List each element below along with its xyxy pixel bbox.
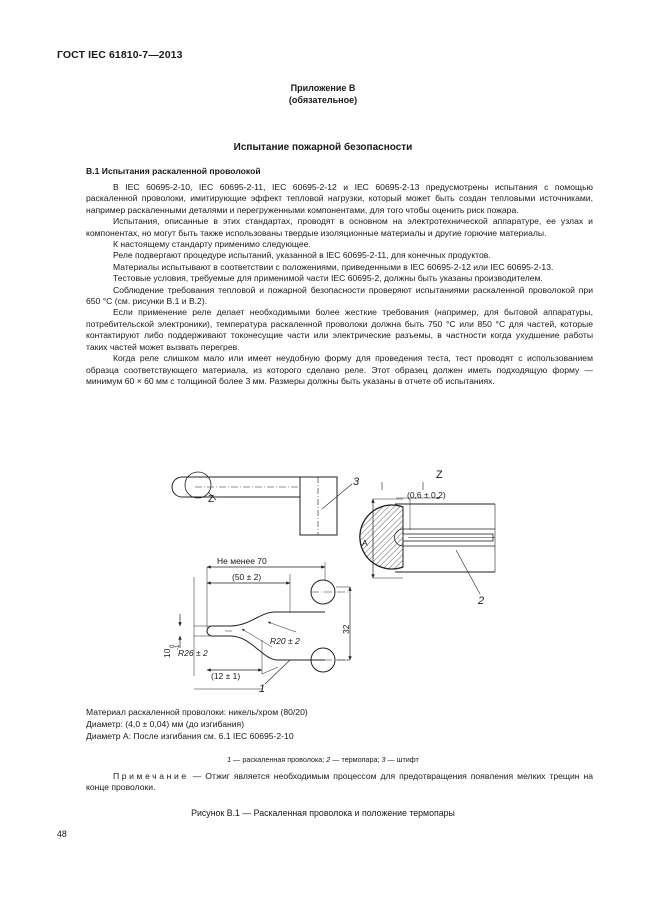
label-radius-26: R26 ± 2: [178, 648, 208, 658]
glow-wire-drawing: [150, 462, 530, 702]
leader-1: [265, 660, 290, 684]
legend-num-2: 2: [326, 755, 331, 764]
subsection-title: B.1 Испытания раскаленной проволокой: [86, 166, 261, 176]
label-min-length: Не менее 70: [217, 556, 267, 566]
paragraph: Материалы испытывают в соответствии с положениями, приведенными в IEC 60695-2-12 или IEC 60695-2-13.: [113, 261, 554, 272]
label-height-32: 32: [341, 624, 351, 634]
wire-tip: [172, 477, 182, 497]
label-length-12: (12 ± 1): [211, 671, 241, 681]
paragraph: Реле подвергают процедуре испытаний, указанной в IEC 60695-2-11, для конечных продуктов.: [113, 250, 491, 261]
label-radius-20: R20 ± 2: [270, 636, 300, 646]
label-dim-a: A: [362, 538, 368, 548]
legend-text-3: — штифт: [385, 755, 419, 764]
paragraph: Испытания, описанные в этих стандартах, проводят в основном на электротехнической аппаратуре, ее узлах и компонентах, но могут быть также использованы твердые изоляционные материалы и другие горючие материалы.: [86, 216, 593, 238]
legend-num-1: 1: [227, 755, 232, 764]
callout-3: 3: [353, 476, 360, 488]
standard-header: ГОСТ IEC 61810-7—2013: [57, 49, 183, 61]
diameter-a-line: Диаметр А: После изгибания см. 6.1 IEC 60695-2-10: [86, 731, 294, 741]
body-text: [86, 182, 593, 387]
paragraph: Если применение реле делает необходимыми более жесткие требования (например, для бытовой аппаратуры, потребительской электроники), температура раскаленной проволоки должна быть 750 °С или 850 °С для частей, которые контактируют либо поддерживают токонесущие части или электрические разъемы, в частности когда ухудшение работы таких частей может вызвать перегрев.: [86, 307, 593, 352]
section-title: Испытание пожарной безопасности: [233, 142, 413, 153]
annex-status: (обязательное): [288, 95, 358, 105]
label-length-50: (50 ± 2): [232, 572, 262, 582]
bent-wire-lower: [212, 636, 325, 660]
annex-title: Приложение В: [290, 83, 356, 93]
callout-1: 1: [259, 683, 266, 695]
paragraph: Соблюдение требования тепловой и пожарной безопасности проверяют испытаниями раскаленной проволокой при 650 °С (см. рисунки В.1 и В.2).: [86, 284, 593, 307]
detail-wire-section: [360, 505, 403, 569]
callout-2: 2: [478, 595, 485, 607]
label-z-detail: Z: [436, 469, 443, 481]
figure-caption: Рисунок В.1 — Раскаленная проволока и положение термопары: [191, 808, 455, 818]
pin-body: [300, 477, 337, 535]
label-tol-lower: -1: [175, 644, 181, 650]
page-number: 48: [57, 829, 67, 839]
label-tol-upper: 0: [170, 644, 176, 648]
paragraph: Когда реле слишком мало или имеет неудобную форму для проведения теста, тест проводят с использованием образца соответствующего материала, из которого сделано реле. Этот образец должен иметь подходящую форму — минимум 60 × 60 мм с толщиной более 3 мм. Размеры должны быть указаны в отчете об испытаниях.: [86, 353, 593, 386]
bent-wire-upper: [212, 612, 325, 626]
material-line: Материал раскаленной проволоки: никель/хром (80/20): [86, 707, 308, 717]
label-gap: (0,6 ± 0,2): [407, 490, 446, 500]
note-label: Примечание: [113, 771, 189, 781]
legend-text-1: — раскаленная проволока;: [231, 755, 327, 764]
figure-legend: [0, 755, 646, 764]
diameter-line: Диаметр: (4,0 ± 0,04) мм (до изгибания): [86, 719, 245, 729]
note: [86, 771, 593, 794]
label-height-10: 10: [162, 648, 172, 658]
label-z-main: Z: [208, 494, 215, 505]
paragraph: Тестовые условия, требуемые для применимой части IEC 60695-2, должны быть указаны производителем.: [113, 273, 543, 284]
bent-wire-tip: [207, 626, 212, 636]
note-text: — Отжиг является необходимым процессом для предотвращения появления мелких трещин на конце проволоки.: [86, 771, 594, 793]
legend-text-2: — термопара;: [330, 755, 382, 764]
paragraph: В IEC 60695-2-10, IEC 60695-2-11, IEC 60695-2-12 и IEC 60695-2-13 предусмотрены испытания с помощью раскаленной проволоки, имитирующие эффект тепловой нагрузки, который может быть создан тепловыми источниками, например раскаленными деталями и перегруженными компонентами, для того чтобы оценить риск пожара.: [86, 182, 593, 215]
paragraph: К настоящему стандарту применимо следующее.: [113, 239, 311, 250]
legend-num-3: 3: [381, 755, 386, 764]
